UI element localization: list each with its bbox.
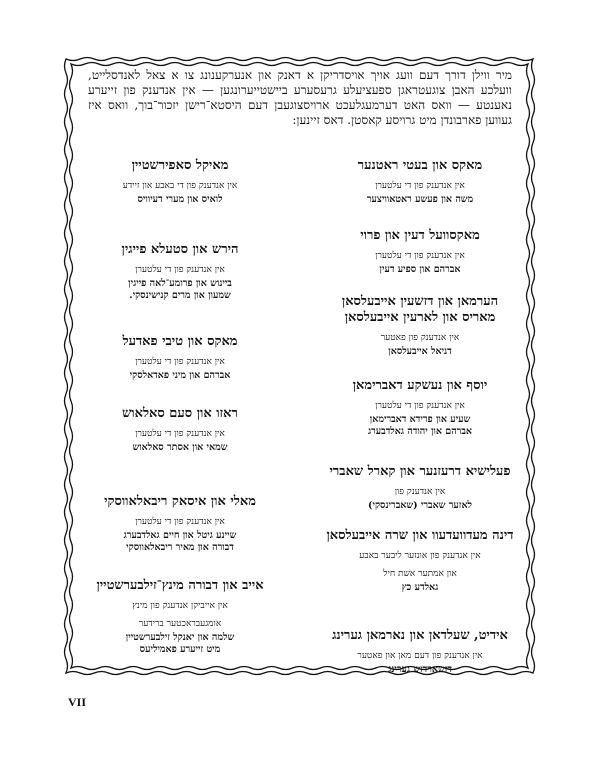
honoree-name: מאקס און טיבי פאדעל — [122, 334, 238, 349]
memorial-line: אין אנדענק פון דעם מאן און פאטער — [357, 651, 483, 661]
dedication-entry — [80, 158, 280, 206]
memorial-line: אין אנדענק פון פאטער — [380, 333, 460, 343]
page-content — [80, 68, 520, 675]
honoree-name: הירש און סטעלא פייגין — [121, 242, 239, 257]
memorial-line: אין אנדענק פון די עלטערן — [135, 517, 225, 527]
memorial-names: שמאי און אסתר סאלאוש — [132, 442, 228, 453]
dedication-entry — [80, 242, 280, 302]
memorial-line: אין אנדענק פון די עלטערן — [135, 265, 225, 275]
memorial-line: אין אייביקן אנדענק פון מינץ — [132, 601, 228, 611]
memorial-line: אין אנדענק פון די עלטערן — [375, 181, 465, 191]
honoree-name: מאיקל סאפירשטיין — [131, 158, 229, 173]
honoree-name: מאריס און לארעין אייבעלסאן — [344, 310, 496, 325]
honoree-name: מאקס און בעטי ראטנער — [357, 158, 483, 173]
intro-paragraph: מיר ווילן דורך דעם וועג אויך אויסדריקן א דאנק און אנערקענונג צו א צאל לאנדסלייט, וועלכע האבן צוגעטראגן ספעציעלע גרעסערע ביישטייערונגען — אין אנדענק פון זייערע נאענטע — וואס האט דערמעגלעכט ארויסצוגעבן דעם היסטא־רישן יזכור־בוך, וואס איז געווען פארבונדן מיט גרויסע קאסטן. דאס זיינען: — [88, 68, 512, 127]
dedication-entry — [320, 528, 520, 594]
memorial-names: דניאל אייבעלסאן — [388, 346, 452, 357]
dedication-entry — [320, 294, 520, 358]
honoree-name: פעלישיא דרעזנער און קארל שאברי — [329, 464, 511, 479]
dedication-entry — [80, 334, 280, 382]
dedication-entry — [320, 378, 520, 438]
memorial-names: לאזער שאברי (שאברינסקי) — [367, 500, 473, 511]
dedication-entry — [80, 406, 280, 454]
dedication-entry — [320, 228, 520, 276]
memorial-names: אברהם און ספיע דעין — [379, 264, 461, 275]
page-number: VII — [68, 695, 87, 709]
memorial-line: אין אנדענק פון — [394, 487, 446, 497]
dedication-entry — [320, 464, 520, 512]
honoree-name: דינה מעדוועדעוו און שרה אייבעלסאן — [326, 528, 514, 543]
honoree-name: יוסף און נעשקע דאברימאן — [352, 378, 488, 393]
memorial-names: שיינע גיטל און חיים גאלדבערג — [123, 530, 237, 541]
dedication-entry — [320, 158, 520, 206]
memorial-names: אברהם און מיני פאדאלסקי — [129, 370, 231, 381]
memorial-line: און אמתער אשת חיל — [383, 569, 457, 579]
honoree-name: אידיט, שעלדאן און נארמאן גערינג — [332, 628, 508, 643]
dedication-entry — [80, 494, 280, 554]
memorial-names: לואיס און מערי דעיוויס — [137, 194, 223, 205]
memorial-names: שלמה און יאנקל זילבערשטיין — [125, 632, 235, 643]
memorial-names: שמעון און מרים קנישינסקי. — [129, 290, 231, 301]
memorial-line: אין אנדענק פון די עלטערן — [375, 251, 465, 261]
honoree-name: ראזו און סעם סאלאוש — [122, 406, 238, 421]
memorial-line: אין אנדענק פון די עלטערן — [375, 401, 465, 411]
memorial-names: דזשארדזש גערינג — [388, 664, 452, 675]
memorial-names: בײנוש און פרומע־לאה פייגין — [128, 278, 232, 289]
memorial-names: גאלדע כץ — [401, 582, 439, 593]
memorial-line: אומגעבראכטער ברידער — [138, 619, 222, 629]
memorial-names: אברהם און יהודה גאלדבערג — [367, 426, 473, 437]
memorial-names: מיט זייערע פאמיליעס — [139, 644, 221, 655]
memorial-line: אין אנדענק פון די באבע און זיידע — [122, 181, 238, 191]
honoree-name: מאקסוועל דעין און פרוי — [360, 228, 480, 243]
memorial-line: אין אנדענק פון די עלטערן — [135, 357, 225, 367]
memorial-names: דבורה און מאיר ריבאלאווסקי — [126, 542, 234, 553]
dedication-entry — [320, 628, 520, 676]
honoree-name: הערמאן און דזשעין אייבעלסאן — [341, 294, 499, 309]
memorial-names: משה און פעשע ראטאוויצער — [366, 194, 474, 205]
memorial-names: שעיע און פרידא דאברימאן — [369, 414, 471, 425]
dedication-entry — [80, 578, 280, 656]
honoree-name: מאלי און איסאק ריבאלאווסקי — [104, 494, 256, 509]
honoree-name: אייב און דבורה מינץ־זילבערשטיין — [96, 578, 264, 593]
memorial-line: אין אנדענק פון אונזער ליבער באבע — [359, 551, 481, 561]
memorial-line: אין אנדענק פון די עלטערן — [135, 429, 225, 439]
dedication-columns — [80, 158, 520, 675]
